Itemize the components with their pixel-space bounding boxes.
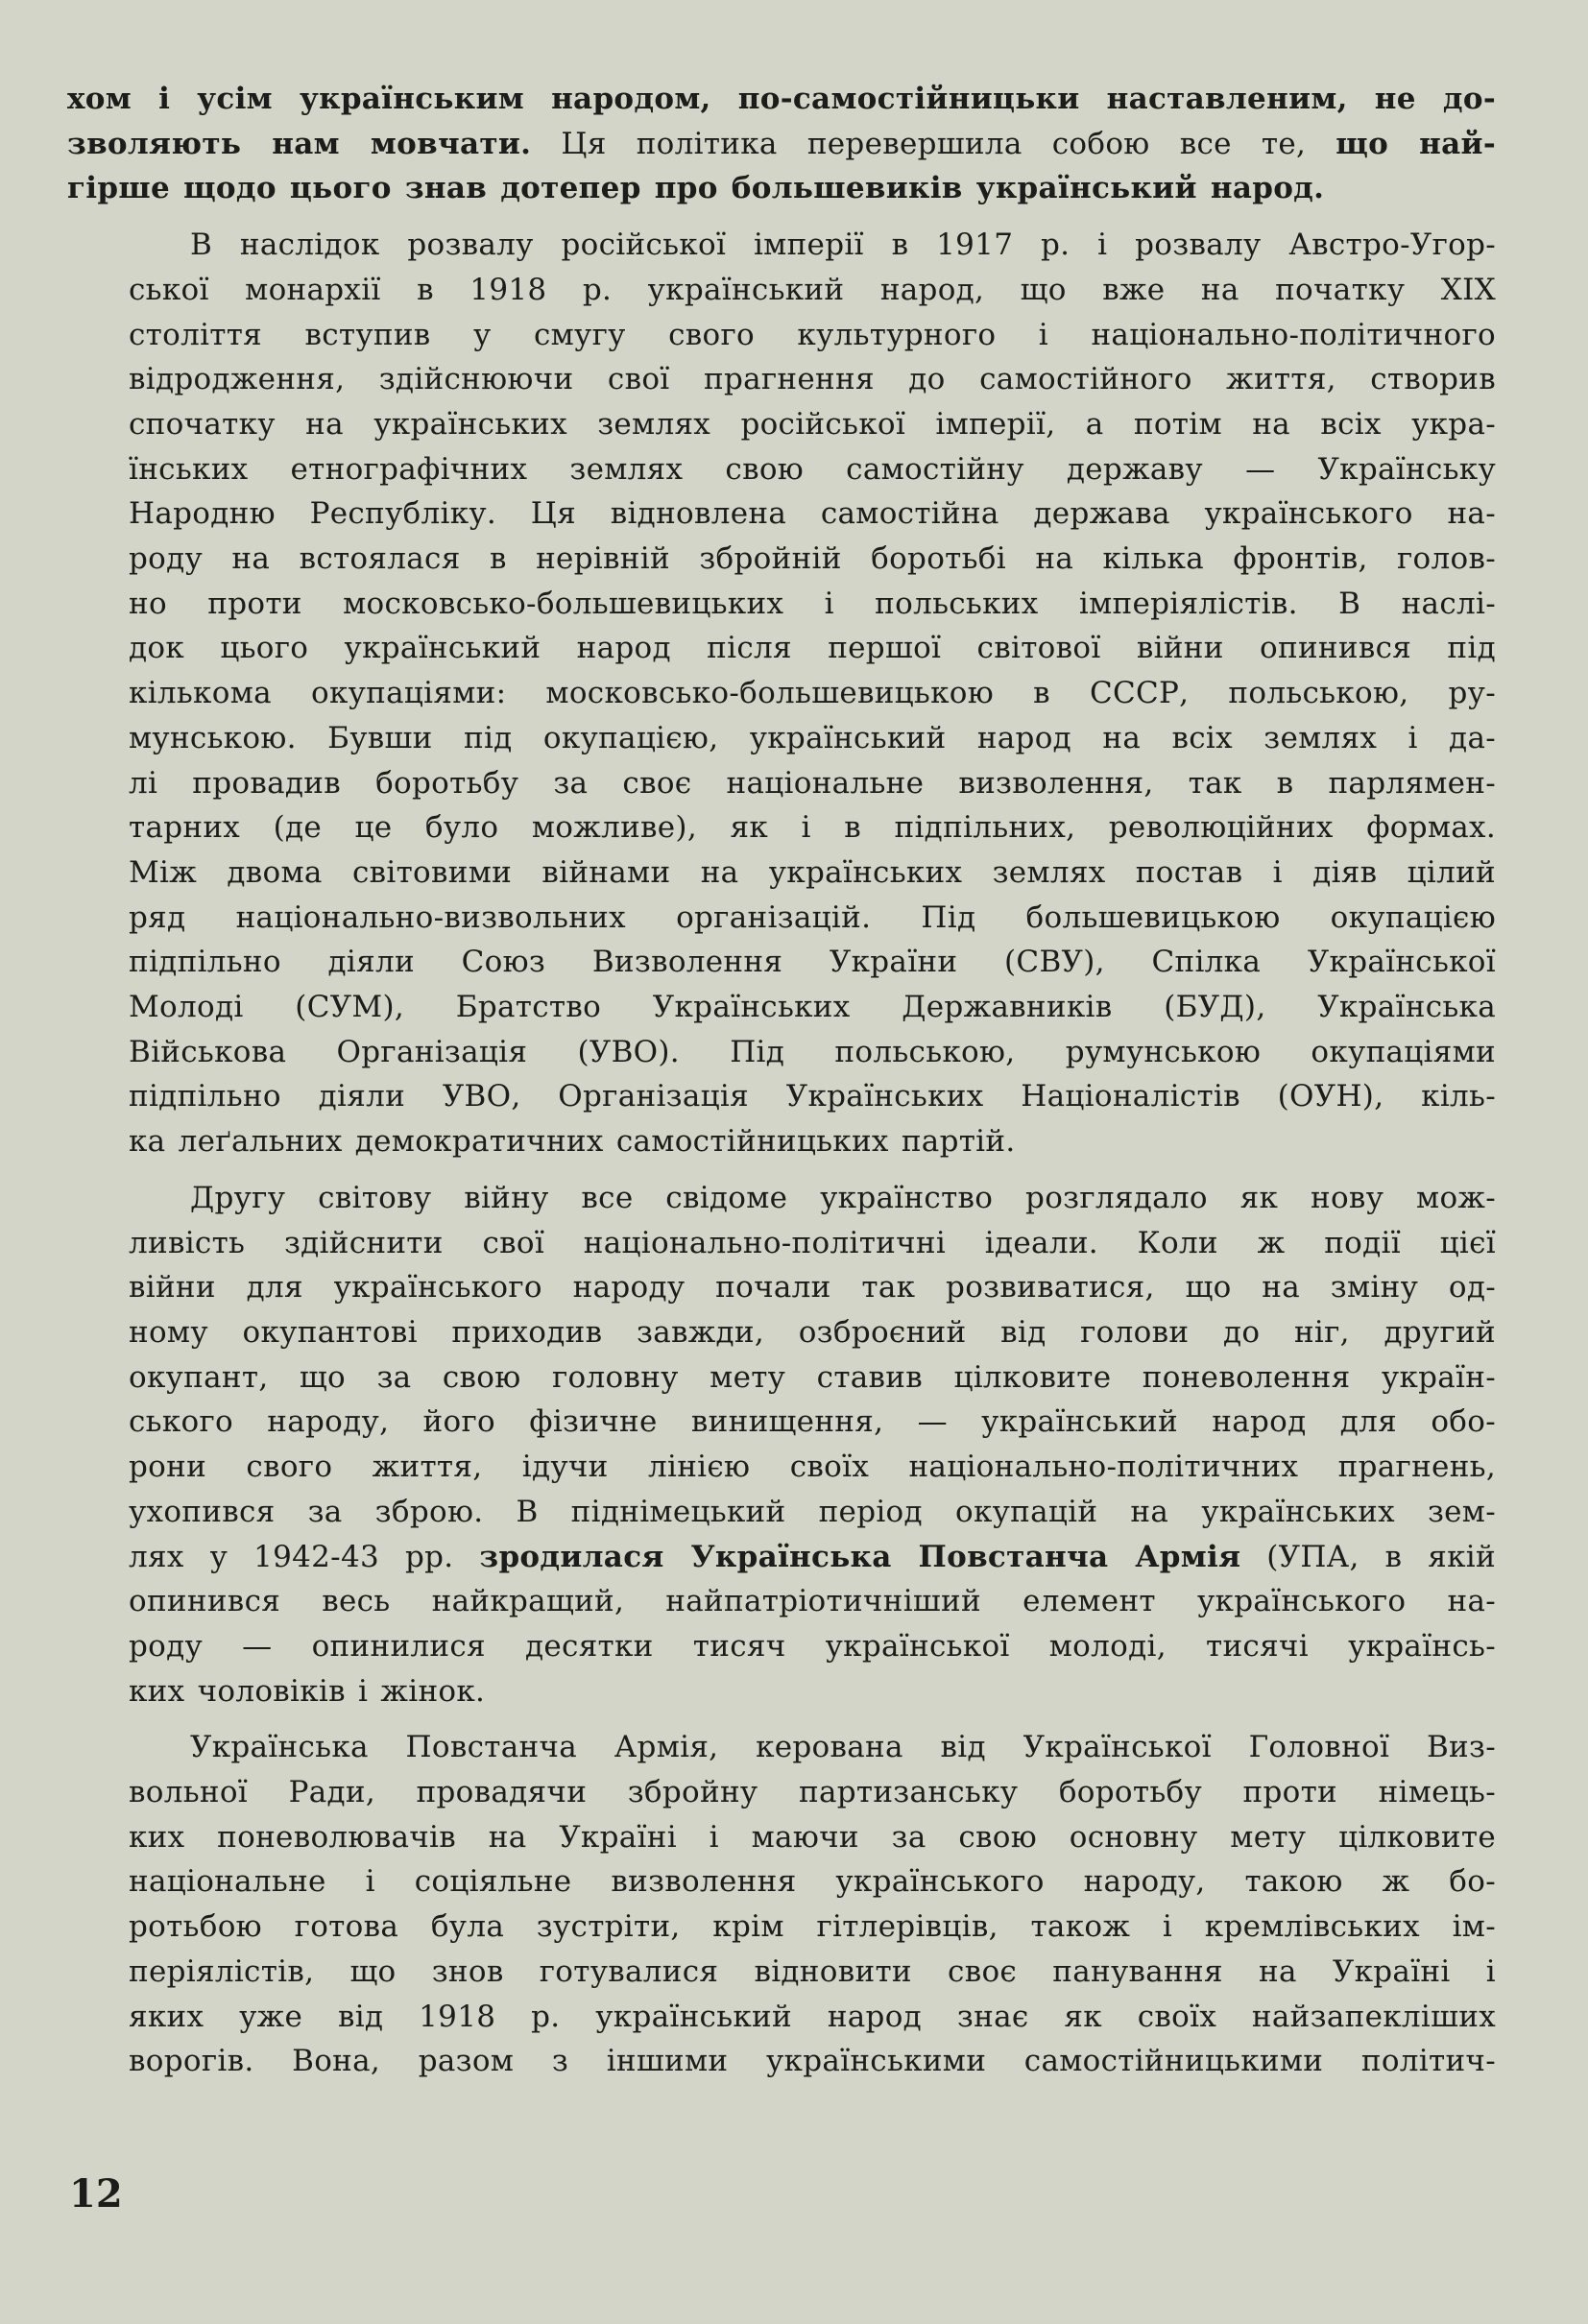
text-line bbox=[67, 716, 1496, 761]
text-line bbox=[67, 1535, 1496, 1580]
text-line bbox=[67, 896, 1496, 941]
page-number: 12 bbox=[69, 2171, 123, 2216]
paragraph bbox=[67, 1725, 1496, 2084]
text-segment: ської монархії в 1918 р. український народ, що вже на початку XIX bbox=[129, 272, 1496, 307]
text-segment: опинився весь найкращий, найпатріотичніший елемент українського на- bbox=[129, 1584, 1496, 1619]
bold-text-segment: що най- bbox=[1335, 126, 1497, 161]
text-segment: ряд національно-визвольних організацій. Під большевицькою окупацією bbox=[129, 899, 1496, 935]
text-line bbox=[67, 537, 1496, 582]
text-line bbox=[67, 268, 1496, 313]
paragraph bbox=[67, 1176, 1496, 1713]
text-segment: лях у 1942-43 рр. bbox=[129, 1539, 480, 1574]
text-line bbox=[67, 223, 1496, 268]
text-segment: кількома окупаціями: московсько-большевицькою в СССР, польською, ру- bbox=[129, 676, 1496, 711]
text-line bbox=[67, 671, 1496, 716]
text-segment: тарних (де це було можливе), як і в підпільних, революційних формах. bbox=[129, 810, 1496, 846]
text-line bbox=[67, 626, 1496, 671]
text-line bbox=[67, 1725, 1496, 1770]
text-line bbox=[67, 1669, 1496, 1714]
paragraph bbox=[67, 77, 1496, 211]
text-segment: війни для українського народу почали так розвиватися, що на зміну од- bbox=[129, 1270, 1496, 1306]
text-segment: окупант, що за свою головну мету ставив цілковите поневолення україн- bbox=[129, 1359, 1496, 1395]
text-segment: ка леґальних демократичних самостійницьких партій. bbox=[129, 1124, 1016, 1160]
text-segment: підпільно діяли УВО, Організація Українських Націоналістів (ОУН), кіль- bbox=[129, 1079, 1496, 1114]
text-segment: ротьбою готова була зустріти, крім гітлерівців, також і кремлівських ім- bbox=[129, 1909, 1496, 1945]
text-line bbox=[67, 447, 1496, 492]
text-segment: Українська Повстанча Армія, керована від Української Головної Виз- bbox=[190, 1730, 1496, 1765]
text-line bbox=[67, 2039, 1496, 2084]
text-segment: ливість здійснити свої національно-політичні ідеали. Коли ж події цієї bbox=[129, 1225, 1496, 1260]
text-segment: ному окупантові приходив завжди, озброєний від голови до ніг, другий bbox=[129, 1314, 1496, 1350]
text-line bbox=[67, 1445, 1496, 1490]
text-segment: ворогів. Вона, разом з іншими українськими самостійницькими політич- bbox=[129, 2044, 1496, 2079]
text-segment: лі провадив боротьбу за своє національне визволення, так в парлямен- bbox=[129, 765, 1496, 801]
text-line bbox=[67, 985, 1496, 1030]
text-line bbox=[67, 166, 1496, 211]
text-segment: століття вступив у смугу свого культурного і національно-політичного bbox=[129, 317, 1496, 352]
text-segment: національне і соціяльне визволення українського народу, такою ж бо- bbox=[129, 1864, 1496, 1900]
text-segment: док цього український народ після першої світової війни опинився під bbox=[129, 631, 1496, 666]
text-segment: Ця політика перевершила собою все те, bbox=[531, 126, 1336, 161]
text-line bbox=[67, 1355, 1496, 1401]
text-line bbox=[67, 582, 1496, 627]
text-segment: Другу світову війну все свідоме українство розглядало як нову мож- bbox=[190, 1180, 1496, 1215]
text-line bbox=[67, 313, 1496, 358]
text-segment: ких поневолювачів на Україні і маючи за свою основну мету цілковите bbox=[129, 1819, 1496, 1855]
text-segment: Народню Республіку. Ця відновлена самостійна держава українського на- bbox=[129, 496, 1496, 532]
text-segment: рони свого життя, ідучи лінією своїх національно-політичних прагнень, bbox=[129, 1450, 1496, 1485]
text-line bbox=[67, 805, 1496, 851]
text-segment: ких чоловіків і жінок. bbox=[129, 1673, 486, 1709]
text-segment: В наслідок розвалу російської імперії в 1917 р. і розвалу Австро-Угор- bbox=[190, 228, 1496, 263]
text-line bbox=[67, 402, 1496, 447]
text-line bbox=[67, 357, 1496, 402]
text-line bbox=[67, 1490, 1496, 1535]
bold-text-segment: гірше щодо цього знав дотепер про большевиків український народ. bbox=[67, 171, 1325, 206]
bold-text-segment: зволяють нам мовчати. bbox=[67, 126, 532, 161]
text-line bbox=[67, 761, 1496, 806]
text-line bbox=[67, 491, 1496, 537]
text-line bbox=[67, 1030, 1496, 1075]
text-segment: ухопився за зброю. В піднімецький період окупацій на українських зем- bbox=[129, 1494, 1496, 1529]
text-segment: роду на встоялася в нерівній збройній боротьбі на кілька фронтів, голов- bbox=[129, 541, 1496, 577]
text-line bbox=[67, 1950, 1496, 1995]
text-line bbox=[67, 1074, 1496, 1119]
text-line bbox=[67, 1905, 1496, 1950]
text-segment: мунською. Бувши під окупацією, український народ на всіх землях і да- bbox=[129, 720, 1496, 755]
text-line bbox=[67, 940, 1496, 985]
bold-text-segment: зродилася Українська Повстанча Армія bbox=[479, 1539, 1241, 1574]
text-segment: відродження, здійснюючи свої прагнення до самостійного життя, створив bbox=[129, 362, 1496, 397]
text-line bbox=[67, 1770, 1496, 1815]
text-line bbox=[67, 1119, 1496, 1164]
text-line bbox=[67, 851, 1496, 896]
text-line bbox=[67, 77, 1496, 122]
bold-text-segment: хом і усім українським народом, по-самостійницьки наставленим, не до- bbox=[67, 82, 1496, 116]
text-segment: Військова Організація (УВО). Під польською, румунською окупаціями bbox=[129, 1034, 1496, 1069]
text-segment: Молоді (СУМ), Братство Українських Державників (БУД), Українська bbox=[129, 990, 1496, 1025]
text-line bbox=[67, 1815, 1496, 1860]
body-text bbox=[67, 77, 1496, 2096]
text-segment: но проти московсько-большевицьких і польських імперіялістів. В наслі- bbox=[129, 586, 1496, 621]
text-segment: вольної Ради, провадячи збройну партизанську боротьбу проти німець- bbox=[129, 1775, 1496, 1810]
text-line bbox=[67, 1624, 1496, 1669]
text-segment: яких уже від 1918 р. український народ знає як своїх найзапекліших bbox=[129, 1999, 1496, 2034]
text-line bbox=[67, 122, 1496, 167]
text-segment: роду — опинилися десятки тисяч української молоді, тисячі українсь- bbox=[129, 1628, 1496, 1664]
text-segment: підпільно діяли Союз Визволення України (СВУ), Спілка Української bbox=[129, 945, 1496, 980]
text-line bbox=[67, 1995, 1496, 2040]
text-segment: (УПА, в якій bbox=[1240, 1539, 1496, 1574]
text-segment: періялістів, що знов готувалися відновити своє панування на Україні і bbox=[129, 1953, 1496, 1989]
text-line bbox=[67, 1221, 1496, 1266]
text-line bbox=[67, 1176, 1496, 1221]
text-segment: Між двома світовими війнами на українських землях постав і діяв цілий bbox=[129, 854, 1496, 890]
text-line bbox=[67, 1265, 1496, 1310]
text-segment: спочатку на українських землях російської імперії, а потім на всіх укра- bbox=[129, 406, 1496, 442]
text-line bbox=[67, 1310, 1496, 1355]
paragraph bbox=[67, 223, 1496, 1164]
text-line bbox=[67, 1579, 1496, 1624]
text-segment: ського народу, його фізичне винищення, — український народ для обо- bbox=[129, 1404, 1496, 1440]
text-line bbox=[67, 1859, 1496, 1905]
text-segment: їнських етнографічних землях свою самостійну державу — Українську bbox=[129, 451, 1496, 487]
text-line bbox=[67, 1400, 1496, 1445]
